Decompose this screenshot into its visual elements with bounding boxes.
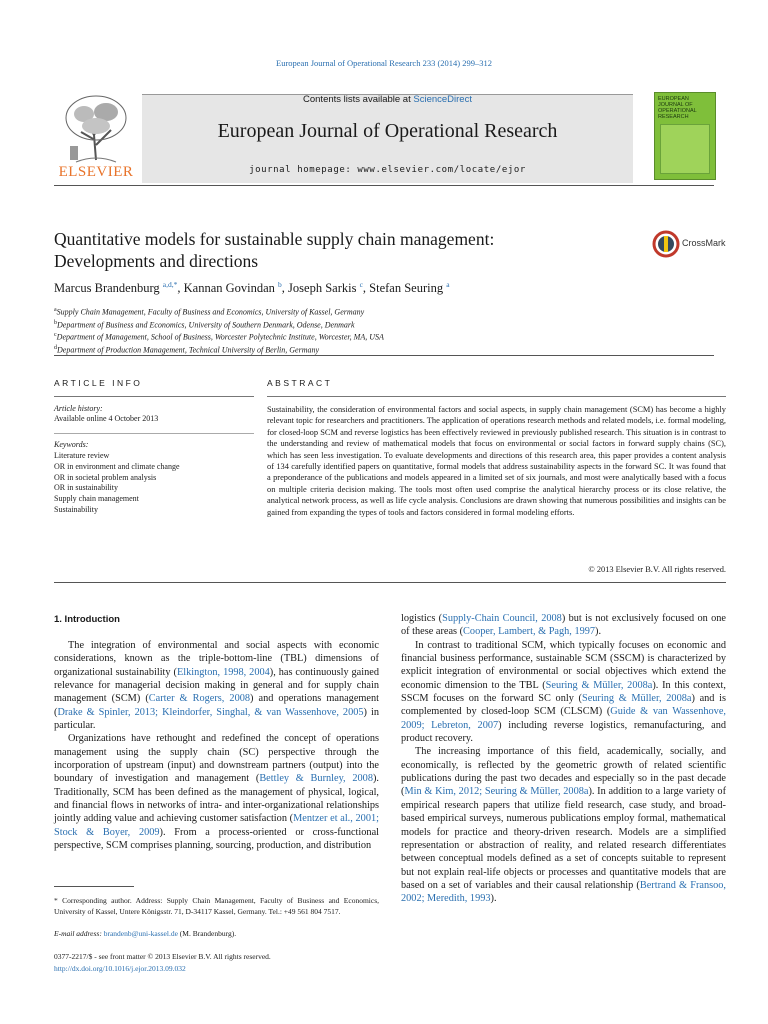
text-run: In contrast to traditional SCM, which typically focuses on economic and financial business performance, sustainable SCM (SSCM) is characterized by explicit integration of environmental or social objectives which extend the economic dimension to the TBL ( [401, 639, 726, 691]
citation-link[interactable]: Bertrand & Fransoo, 2002; Meredith, 1993 [401, 879, 726, 905]
doi-link[interactable]: http://dx.doi.org/10.1016/j.ejor.2013.09.032 [54, 964, 186, 973]
body-paragraph [54, 732, 379, 852]
keyword-item: Supply chain management [54, 494, 139, 504]
citation-link[interactable]: Min & Kim, 2012; Seuring & Müller, 2008a [404, 786, 589, 798]
affiliation-text: Department of Management, School of Business, Worcester Polytechnic Institute, Worcester, MA, USA [56, 332, 384, 342]
sciencedirect-link[interactable]: ScienceDirect [413, 94, 472, 105]
article-title-line1: Quantitative models for sustainable supply chain management: [54, 229, 495, 249]
journal-homepage[interactable]: journal homepage: www.elsevier.com/locate/ejor [249, 165, 526, 175]
text-run: ). In this context, SSCM focuses on the forward SC only ( [401, 679, 726, 705]
article-title [54, 228, 614, 272]
footnote-divider [54, 886, 134, 887]
citation-link[interactable]: Mentzer et al., 2001; Stock & Boyer, 2009 [54, 813, 379, 838]
affiliation-marker: c [54, 332, 57, 339]
header-divider [54, 185, 714, 186]
affiliation-item [54, 318, 654, 331]
author-list: Marcus Brandenburg $^{a,d,*}$, Kannan Govindan $^b$, Joseph Sarkis $^c$, Stefan Seuring $^a$ [54, 280, 450, 296]
text-run: ) in particular. [54, 706, 379, 732]
body-column-right [401, 612, 726, 906]
article-info-divider [54, 396, 254, 397]
affiliation-item [54, 343, 654, 356]
text-run: ) but is not exclusively focused on one of these areas ( [401, 613, 726, 638]
corresponding-author-footnote: * Corresponding author. Address: Supply Chain Management, Faculty of Business and Economics, University of Kassel, Untere Königsstr. 71, D-34117 Kassel, Germany. Tel.: +49 561 804 7517. [54, 896, 379, 916]
author-name: Joseph Sarkis [288, 281, 357, 296]
body-paragraph [401, 612, 726, 639]
article-title-line2: Developments and directions [54, 251, 259, 271]
email-label: E-mail address: [54, 929, 104, 938]
author-affiliation-ref[interactable]: a [446, 280, 450, 289]
author-affiliation-ref[interactable]: a,d,* [162, 280, 178, 289]
abstract-divider [267, 396, 726, 397]
crossmark-label[interactable]: CrossMark [682, 238, 726, 248]
author-affiliation-ref[interactable]: c [359, 280, 363, 289]
body-paragraph [401, 639, 726, 746]
citation-link[interactable]: Seuring & Müller, 2008a [581, 693, 692, 705]
keyword-item: Literature review [54, 451, 110, 460]
citation-link[interactable]: Drake & Spinler, 2013; Kleindorfer, Singhal, & van Wassenhove, 2005 [57, 706, 364, 718]
citation-link[interactable]: Bettley & Burnley, 2008 [259, 773, 373, 785]
email-link[interactable]: brandenb@uni-kassel.de [103, 929, 178, 938]
text-run: ) and is complemented by closed-loop SCM (CLSCM) ( [401, 693, 726, 718]
abstract-copyright: © 2013 Elsevier B.V. All rights reserved. [588, 565, 726, 574]
issn-line: 0377-2217/$ - see front matter © 2013 Elsevier B.V. All rights reserved. [54, 952, 271, 961]
cover-graphic [660, 124, 710, 174]
cover-title: EUROPEAN JOURNAL OF OPERATIONAL RESEARCH [658, 96, 697, 120]
affiliation-marker: d [54, 344, 57, 351]
affiliation-text: Department of Business and Economics, University of Southern Denmark, Odense, Denmark [57, 320, 355, 330]
keyword-item: Sustainability [54, 504, 98, 514]
affiliation-text: Supply Chain Management, Faculty of Business and Economics, University of Kassel, Germany [56, 307, 365, 317]
section-heading-introduction: 1. Introduction [54, 614, 120, 625]
author-name: Marcus Brandenburg [54, 281, 160, 296]
text-run: The integration of environmental and social aspects with economic considerations, known as the triple-bottom-line (TBL) dimensions of organizational sustainability ( [54, 640, 379, 678]
affiliation-marker: a [54, 307, 57, 313]
article-info-heading: ARTICLE INFO [54, 378, 143, 388]
text-run: ). In addition to a large variety of empirical research papers that utilize field research, case study, and broad-based empirical surveys, numerous publications employ formal, mathematical models for practice and theory-driven research. Models are a simplified representation or abstraction of reality, and related research differentiates between conceptual models defined as a set of concepts suitable to represent but not explain real-life objects or processes and quantitative models that are based on a set of variables and their causal relationship ( [401, 786, 726, 891]
keywords-label: Keywords: [54, 440, 89, 449]
contents-prefix: Contents lists available at [303, 94, 414, 105]
text-run: ). Traditionally, SCM has been defined as the management of physical, logical, and financial flows in networks of intra- and inter-organizational relationships jointly adding value and achieving customer satisfaction ( [54, 773, 379, 825]
affiliation-text: Department of Production Management, Technical University of Berlin, Germany [57, 345, 320, 355]
article-history-value: Available online 4 October 2013 [54, 414, 159, 423]
text-run: Organizations have rethought and redefined the concept of operations management using the supply chain (SC) perspective through the incorporation of upstream (input) and downstream partners (output) into the boundary of investigation and management ( [54, 733, 379, 785]
citation-link[interactable]: Seuring & Müller, 2008a [545, 679, 653, 691]
author-affiliation-ref[interactable]: b [278, 280, 282, 289]
keyword-list [54, 451, 180, 516]
body-paragraph [54, 639, 379, 732]
history-divider [54, 433, 254, 434]
body-column-left [54, 639, 379, 853]
email-suffix: (M. Brandenburg). [177, 929, 237, 938]
author-name: Stefan Seuring [369, 281, 444, 296]
abstract-heading: ABSTRACT [267, 378, 333, 388]
body-paragraph [401, 745, 726, 905]
citation-link[interactable]: Elkington, 1998, 2004 [176, 666, 270, 678]
keyword-item: OR in environment and climate change [54, 461, 180, 471]
affiliation-marker: b [54, 319, 57, 326]
keyword-item: OR in sustainability [54, 483, 118, 493]
contents-available-line [142, 94, 633, 105]
text-run: The increasing importance of this field, academically, socially, and economically, is reflected by the geometric growth of related scientific publications during the past two decades and especially so in the past decade ( [401, 746, 726, 798]
elsevier-wordmark: ELSEVIER [58, 164, 134, 180]
keyword-item: OR in societal problem analysis [54, 472, 157, 482]
text-run: logistics ( [401, 613, 443, 624]
affiliations [54, 305, 654, 356]
affiliation-item [54, 330, 654, 343]
text-run: ). [595, 626, 602, 638]
text-run: ), has continuously gained relevance for managerial decision making in general and for supply chain management (SCM) ( [54, 666, 379, 705]
journal-reference[interactable]: European Journal of Operational Research 233 (2014) 299–312 [276, 58, 492, 68]
text-run: ) including reverse logistics, remanufacturing, and product recovery. [401, 719, 726, 745]
author-name: Kannan Govindan [183, 281, 275, 296]
text-run: ). [490, 893, 497, 905]
citation-link[interactable]: Cooper, Lambert, & Pagh, 1997 [463, 626, 596, 638]
article-history-label: Article history: [54, 404, 103, 413]
affiliation-divider [54, 355, 714, 356]
citation-link[interactable]: Carter & Rogers, 2008 [148, 693, 251, 705]
citation-link[interactable]: Guide & van Wassenhove, 2009; Lebreton, 2007 [401, 706, 726, 731]
abstract-end-divider [54, 582, 726, 583]
affiliation-item [54, 305, 654, 318]
text-run: ) and operations management ( [54, 693, 379, 718]
journal-title: European Journal of Operational Research [217, 120, 558, 142]
email-line [54, 929, 379, 938]
abstract-text: Sustainability, the consideration of environmental factors and social aspects, in supply chain management (SCM) has become a highly relevant topic for researchers and practitioners. The application of operations research methods and related models, i.e. formal modeling, for closed-loop SCM and reverse logistics has been effectively reviewed in previously published research. This situation is in contrast to the understanding and review of mathematical models that focus on environmental or social factors in forward supply chains (SC), which has seen less investigation. To evaluate developments and directions of this research area, this paper provides a content analysis of 134 carefully identified papers on quantitative, formal models that address sustainability aspects in the forward SC. It was found that a preponderance of the publications and models appeared in a limited set of six journals, and most were analytically based with a focus on multiple criteria decision making. The tools most often used comprise the analytical hierarchy process or its close relative, the analytical network process, as well as life cycle analysis. Conclusions are drawn showing that numerous possibilities and insights can be gained from expanding the types of tools and factors considered in formal modeling efforts. [267, 405, 726, 517]
text-run: ). From a process-oriented or cross-functional perspective, SCM comprises planning, sourcing, production, and distribution [54, 826, 379, 852]
citation-link[interactable]: Supply-Chain Council, 2008 [442, 613, 562, 624]
